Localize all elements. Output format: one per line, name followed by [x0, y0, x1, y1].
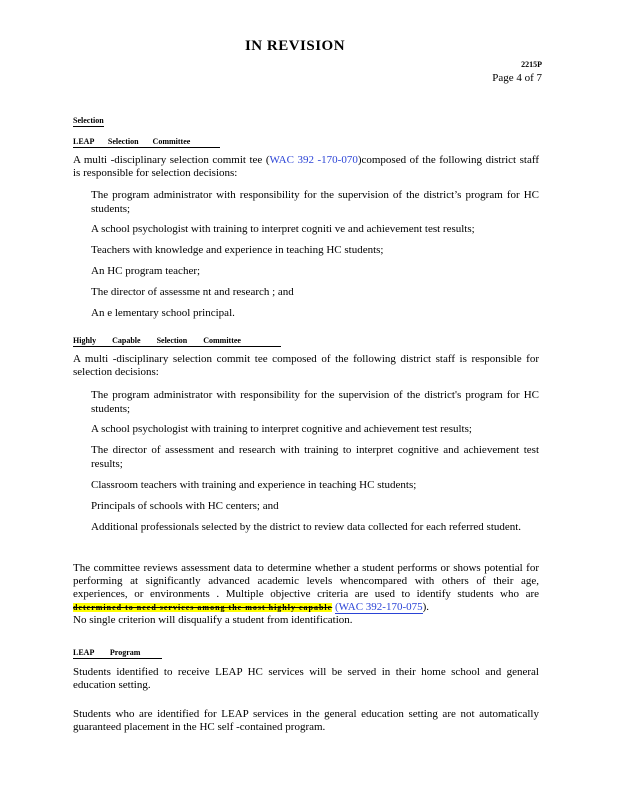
leap-program-paragraph-2: Students who are identified for LEAP services in the general education setting are not automatically guaranteed placement in the HC self -contained program.	[73, 708, 539, 733]
struck-text: determined to need services among the most highly capable	[73, 603, 333, 612]
leap-committee-heading: LEAP Selection Committee	[73, 137, 220, 148]
list-item: Principals of schools with HC centers; and	[91, 500, 279, 512]
list-item: The program administrator with responsibility for the supervision of the district's program for HC students;	[91, 389, 539, 415]
wac-link[interactable]: WAC 392 -170-070	[269, 154, 358, 166]
list-item: Additional professionals selected by the district to review data collected for each referred student.	[91, 521, 522, 533]
list-item: The program administrator with responsibility for the supervision of the district’s program for HC students;	[91, 189, 539, 215]
hc-committee-heading: Highly Capable Selection Committee	[73, 336, 281, 347]
committee-text-end: ).	[422, 601, 430, 613]
committee-text-2: No single criterion will disqualify a student from identification.	[73, 614, 353, 626]
leap-intro	[73, 154, 539, 180]
wac-link[interactable]: (WAC 392-170-075	[334, 601, 423, 613]
committee-paragraph	[73, 562, 539, 627]
list-item: The director of assessment and research with training to interpret cognitive and achievement test results;	[91, 444, 539, 470]
list-item: The director of assessme nt and research ; and	[91, 286, 294, 298]
leap-intro-text: A multi -disciplinary selection commit tee (	[73, 154, 270, 166]
leap-intro-text-2: )composed of the following district staff is responsible for selection decisions:	[73, 154, 539, 179]
list-item: An e lementary school principal.	[91, 307, 235, 319]
leap-program-heading: LEAP Program	[73, 648, 162, 659]
hc-intro: A multi -disciplinary selection commit tee composed of the following district staff is responsible for selection decisions:	[73, 353, 539, 378]
page-number: Page 4 of 7	[492, 72, 542, 84]
list-item: A school psychologist with training to interpret cogniti ve and achievement test results;	[91, 223, 475, 235]
list-item: Classroom teachers with training and experience in teaching HC students;	[91, 479, 417, 491]
selection-heading: Selection	[73, 116, 104, 125]
page-title: IN REVISION	[244, 38, 346, 54]
committee-text: The committee reviews assessment data to determine whether a student performs or shows potential for performing at significantly advanced academic levels whencompared with others of their age, experiences, or environments . Multiple objective criteria are used to identify students who are	[73, 562, 539, 600]
leap-program-paragraph-1: Students identified to receive LEAP HC services will be served in their home school and general education setting.	[73, 666, 539, 691]
policy-code: 2215P	[521, 60, 542, 69]
list-item: Teachers with knowledge and experience in teaching HC students;	[91, 244, 384, 256]
list-item: A school psychologist with training to interpret cognitive and achievement test results;	[91, 423, 472, 435]
list-item: An HC program teacher;	[91, 265, 201, 277]
